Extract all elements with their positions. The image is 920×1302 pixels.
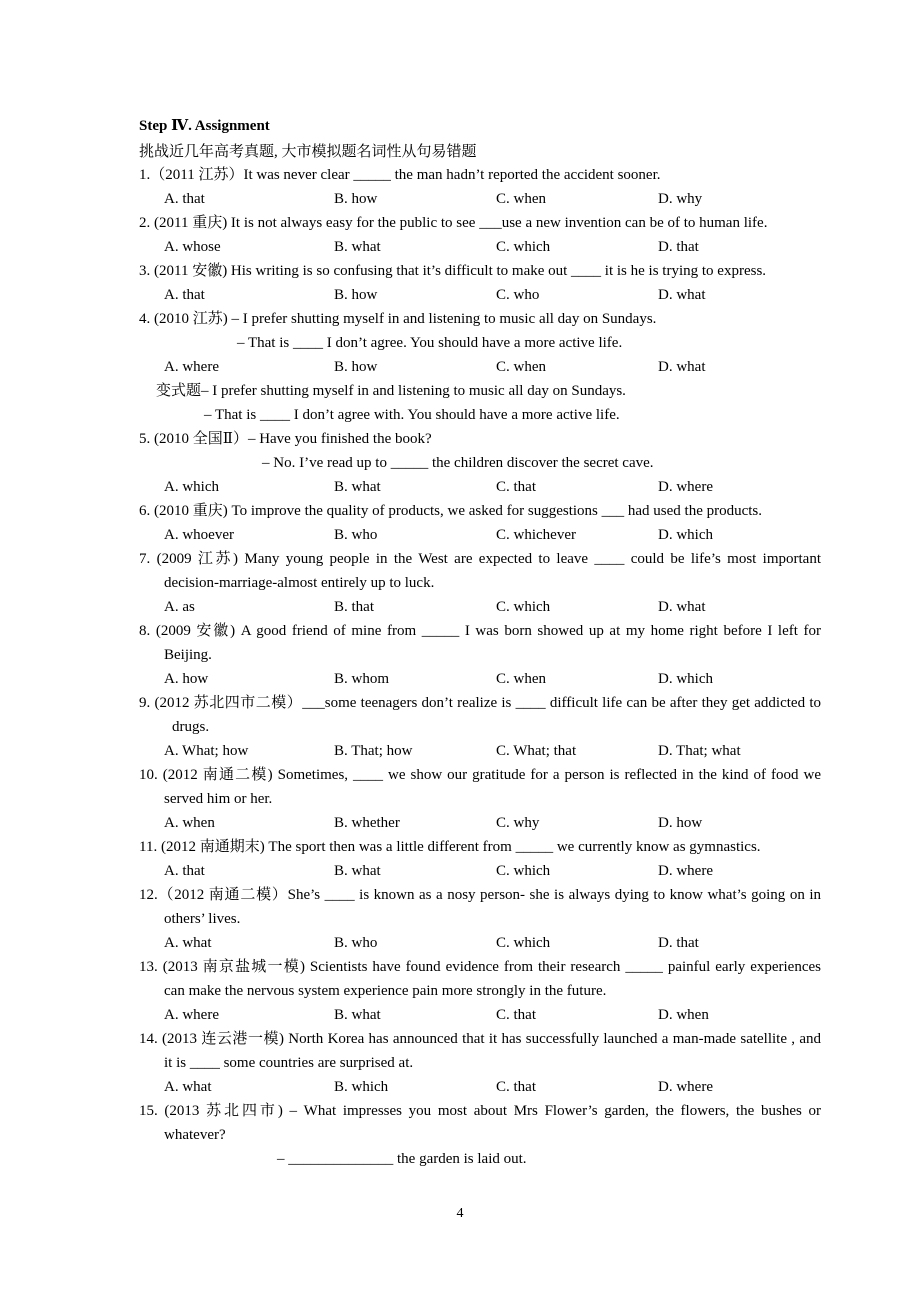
dialogue-reply: – No. I’ve read up to _____ the children discover the secret cave. <box>262 455 654 471</box>
section-heading: Step Ⅳ. Assignment <box>139 118 270 134</box>
question-13 <box>139 955 821 1027</box>
option-b: B. what <box>334 239 381 255</box>
question-10 <box>139 763 821 835</box>
option-b: B. what <box>334 863 381 879</box>
option-d: D. which <box>658 671 713 687</box>
question-stem: 10. (2012 南通二模) Sometimes, ____ we show our gratitude for a person is reflected in the kind of food we served him or her. <box>139 767 821 807</box>
option-row <box>139 187 821 211</box>
question-stem: 13. (2013 南京盐城一模) Scientists have found evidence from their research _____ painful early experiences can make the nervous system experience pain more strongly in the future. <box>139 959 821 999</box>
question-15 <box>139 1099 821 1171</box>
option-row <box>139 931 821 955</box>
section-subtitle: 挑战近几年高考真题, 大市模拟题名词性从句易错题 <box>139 144 477 160</box>
option-b: B. how <box>334 287 378 303</box>
option-d: D. that <box>658 239 699 255</box>
option-d: D. where <box>658 479 713 495</box>
question-list <box>139 163 821 1171</box>
question-3 <box>139 259 821 307</box>
option-a: A. whoever <box>164 527 234 543</box>
question-7 <box>139 547 821 619</box>
option-a: A. where <box>164 359 219 375</box>
option-row <box>139 475 821 499</box>
option-row <box>139 523 821 547</box>
option-row <box>139 739 821 763</box>
question-stem: 2. (2011 重庆) It is not always easy for the public to see ___use a new invention can be of to human life. <box>139 215 768 231</box>
question-stem: 12.（2012 南通二模）She’s ____ is known as a nosy person- she is always dying to know what’s going on in others’ lives. <box>139 887 821 927</box>
question-4 <box>139 307 821 427</box>
question-5 <box>139 427 821 499</box>
option-b: B. what <box>334 1007 381 1023</box>
option-c: C. when <box>496 191 546 207</box>
option-c: C. who <box>496 287 540 303</box>
option-d: D. how <box>658 815 703 831</box>
option-d: D. what <box>658 359 706 375</box>
option-a: A. where <box>164 1007 219 1023</box>
option-row <box>139 1075 821 1099</box>
option-a: A. what <box>164 935 212 951</box>
question-stem: 9. (2012 苏北四市二模）___some teenagers don’t realize is ____ difficult life can be after they get addicted to drugs. <box>139 695 821 735</box>
question-stem: 1.（2011 江苏）It was never clear _____ the man hadn’t reported the accident sooner. <box>139 167 661 183</box>
question-stem: 11. (2012 南通期末) The sport then was a little different from _____ we currently know as gymnastics. <box>139 839 761 855</box>
option-a: A. what <box>164 1079 212 1095</box>
option-b: B. that <box>334 599 374 615</box>
option-b: B. whether <box>334 815 400 831</box>
option-c: C. whichever <box>496 527 576 543</box>
question-1 <box>139 163 821 211</box>
question-9 <box>139 691 821 763</box>
option-d: D. when <box>658 1007 709 1023</box>
question-stem: 3. (2011 安徽) His writing is so confusing that it’s difficult to make out ____ it is he is trying to express. <box>139 263 767 279</box>
option-row <box>139 1003 821 1027</box>
page-number: 4 <box>456 1206 464 1221</box>
option-d: D. That; what <box>658 743 741 759</box>
question-14 <box>139 1027 821 1099</box>
option-a: A. that <box>164 863 205 879</box>
question-stem: 7. (2009 江苏) Many young people in the West are expected to leave ____ could be life’s most important decision-marriage-almost entirely up to luck. <box>139 551 821 591</box>
dialogue-reply: – That is ____ I don’t agree. You should have a more active life. <box>237 335 623 351</box>
option-row <box>139 811 821 835</box>
option-d: D. what <box>658 287 706 303</box>
option-c: C. which <box>496 239 551 255</box>
question-stem: 4. (2010 江苏) – I prefer shutting myself in and listening to music all day on Sundays. <box>139 311 657 327</box>
option-row <box>139 667 821 691</box>
option-c: C. which <box>496 599 551 615</box>
option-row <box>139 235 821 259</box>
option-b: B. who <box>334 527 378 543</box>
option-c: C. which <box>496 863 551 879</box>
option-row <box>139 595 821 619</box>
option-c: C. when <box>496 671 546 687</box>
option-a: A. What; how <box>164 743 249 759</box>
option-c: C. which <box>496 935 551 951</box>
question-stem: 15. (2013 苏北四市) – What impresses you most about Mrs Flower’s garden, the flowers, the bushes or whatever? <box>139 1103 821 1143</box>
option-b: B. That; how <box>334 743 413 759</box>
option-d: D. where <box>658 1079 713 1095</box>
option-a: A. whose <box>164 239 221 255</box>
option-b: B. how <box>334 359 378 375</box>
question-12 <box>139 883 821 955</box>
option-d: D. that <box>658 935 699 951</box>
option-a: A. how <box>164 671 209 687</box>
option-d: D. why <box>658 191 703 207</box>
option-a: A. that <box>164 287 205 303</box>
option-d: D. what <box>658 599 706 615</box>
option-a: A. when <box>164 815 215 831</box>
option-c: C. What; that <box>496 743 577 759</box>
question-11 <box>139 835 821 883</box>
option-c: C. that <box>496 1007 536 1023</box>
option-b: B. whom <box>334 671 390 687</box>
option-c: C. when <box>496 359 546 375</box>
option-row <box>139 355 821 379</box>
question-stem: 6. (2010 重庆) To improve the quality of products, we asked for suggestions ___ had used the products. <box>139 503 763 519</box>
option-c: C. that <box>496 1079 536 1095</box>
question-8 <box>139 619 821 691</box>
question-stem: 14. (2013 连云港一模) North Korea has announced that it has successfully launched a man-made satellite , and it is ____ some countries are surprised at. <box>139 1031 821 1071</box>
option-a: A. which <box>164 479 219 495</box>
option-c: C. that <box>496 479 536 495</box>
option-d: D. where <box>658 863 713 879</box>
option-b: B. which <box>334 1079 389 1095</box>
option-b: B. what <box>334 479 381 495</box>
question-2 <box>139 211 821 259</box>
question-6 <box>139 499 821 547</box>
option-b: B. who <box>334 935 378 951</box>
variant-question-stem: 变式题– I prefer shutting myself in and listening to music all day on Sundays. <box>156 383 626 399</box>
option-b: B. how <box>334 191 378 207</box>
dialogue-reply: – ______________ the garden is laid out. <box>277 1151 527 1167</box>
option-row <box>139 283 821 307</box>
option-c: C. why <box>496 815 540 831</box>
option-a: A. that <box>164 191 205 207</box>
question-stem: 5. (2010 全国Ⅱ）– Have you finished the book? <box>139 431 432 447</box>
question-stem: 8. (2009 安徽) A good friend of mine from _____ I was born showed up at my home right before I left for Beijing. <box>139 623 821 663</box>
option-a: A. as <box>164 599 195 615</box>
option-d: D. which <box>658 527 713 543</box>
variant-dialogue-reply: – That is ____ I don’t agree with. You should have a more active life. <box>204 407 620 423</box>
option-row <box>139 859 821 883</box>
